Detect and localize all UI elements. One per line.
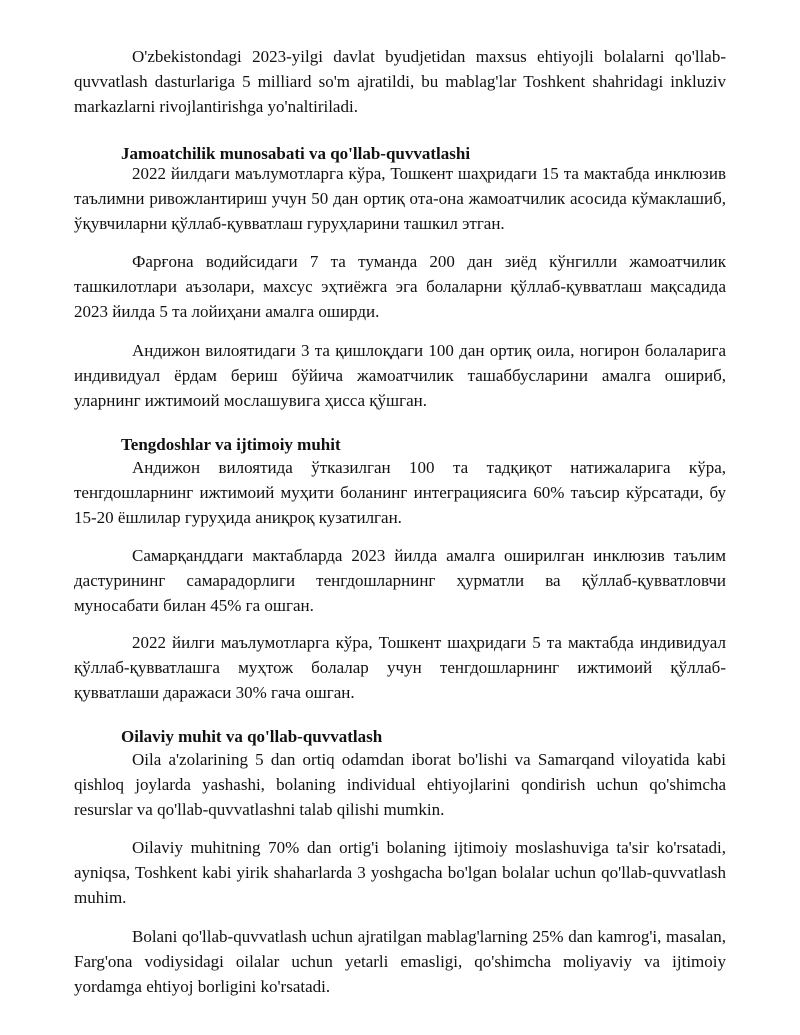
paragraph-community-2: Фарғона водийсидаги 7 та туманда 200 дан зиёд кўнгилли жамоатчилик ташкилотлари аъзолари, махсус эҳтиёжга эга болаларни қўллаб-қувватлаш мақсадида 2023 йилда 5 та лойиҳани амалга оширди. (74, 252, 726, 321)
paragraph-family-3: Bolani qo'llab-quvvatlash uchun ajratilgan mablag'larning 25% dan kamrog'i, masalan, Farg'ona vodiysidagi oilalar uchun yetarli emasligi, qo'shimcha moliyaviy va ijtimoiy yordamga ehtiyoj borligini ko'rsatadi. (74, 927, 726, 996)
paragraph-family-1: Oila a'zolarining 5 dan ortiq odamdan iborat bo'lishi va Samarqand viloyatida kabi qishloq joylarda yashashi, bolaning individual ehtiyojlarini qondirish uchun qo'shimcha resurslar va qo'llab-quvvatlashni talab qilishi mumkin. (74, 750, 726, 819)
heading-community: Jamoatchilik munosabati va qo'llab-quvvatlashi (121, 144, 471, 163)
paragraph-community-3: Андижон вилоятидаги 3 та қишлоқдаги 100 дан ортиқ оила, ногирон болаларига индивидуал ёрдам бериш бўйича жамоатчилик ташаббусларини амалга ошириб, уларнинг ижтимоий мослашувига ҳисса қўшган. (74, 341, 726, 410)
paragraph-peers-1: Андижон вилоятида ўтказилган 100 та тадқиқот натижаларига кўра, тенгдошларнинг ижтимоий муҳити боланинг интеграциясига 60% таъсир кўрсатади, бу 15-20 ёшлилар гуруҳида аниқроқ кузатилган. (74, 458, 726, 527)
paragraph-intro: O'zbekistondagi 2023-yilgi davlat byudjetidan maxsus ehtiyojli bolalarni qo'llab-quvvatlash dasturlariga 5 milliard so'm ajratildi, bu mablag'lar Toshkent shahridagi inkluziv markazlarni rivojlantirishga yo'naltiriladi. (74, 47, 726, 116)
heading-peers: Tengdoshlar va ijtimoiy muhit (121, 435, 341, 454)
paragraph-community-1: 2022 йилдаги маълумотларга кўра, Тошкент шаҳридаги 15 та мактабда инклюзив таълимни ривожлантириш учун 50 дан ортиқ ота-она жамоатчилик асосида кўмаклашиб, ўқувчиларни қўллаб-қувватлаш гуруҳларини ташкил этган. (74, 164, 726, 233)
paragraph-peers-3: 2022 йилги маълумотларга кўра, Тошкент шаҳридаги 5 та мактабда индивидуал қўллаб-қувватлашга муҳтож болалар учун тенгдошларнинг ижтимоий қўллаб-қувватлаши даражаси 30% гача ошган. (74, 633, 726, 702)
heading-family: Oilaviy muhit va qo'llab-quvvatlash (121, 727, 383, 746)
paragraph-peers-2: Самарқанддаги мактабларда 2023 йилда амалга оширилган инклюзив таълим дастурининг самарадорлиги тенгдошларнинг ҳурматли ва қўллаб-қувватловчи муносабати билан 45% га ошган. (74, 546, 726, 615)
paragraph-family-2: Oilaviy muhitning 70% dan ortig'i bolaning ijtimoiy moslashuviga ta'sir ko'rsatadi, ayniqsa, Toshkent kabi yirik shaharlarda 3 yoshgacha bo'lgan bolalar uchun qo'llab-quvvatlash muhim. (74, 838, 726, 907)
